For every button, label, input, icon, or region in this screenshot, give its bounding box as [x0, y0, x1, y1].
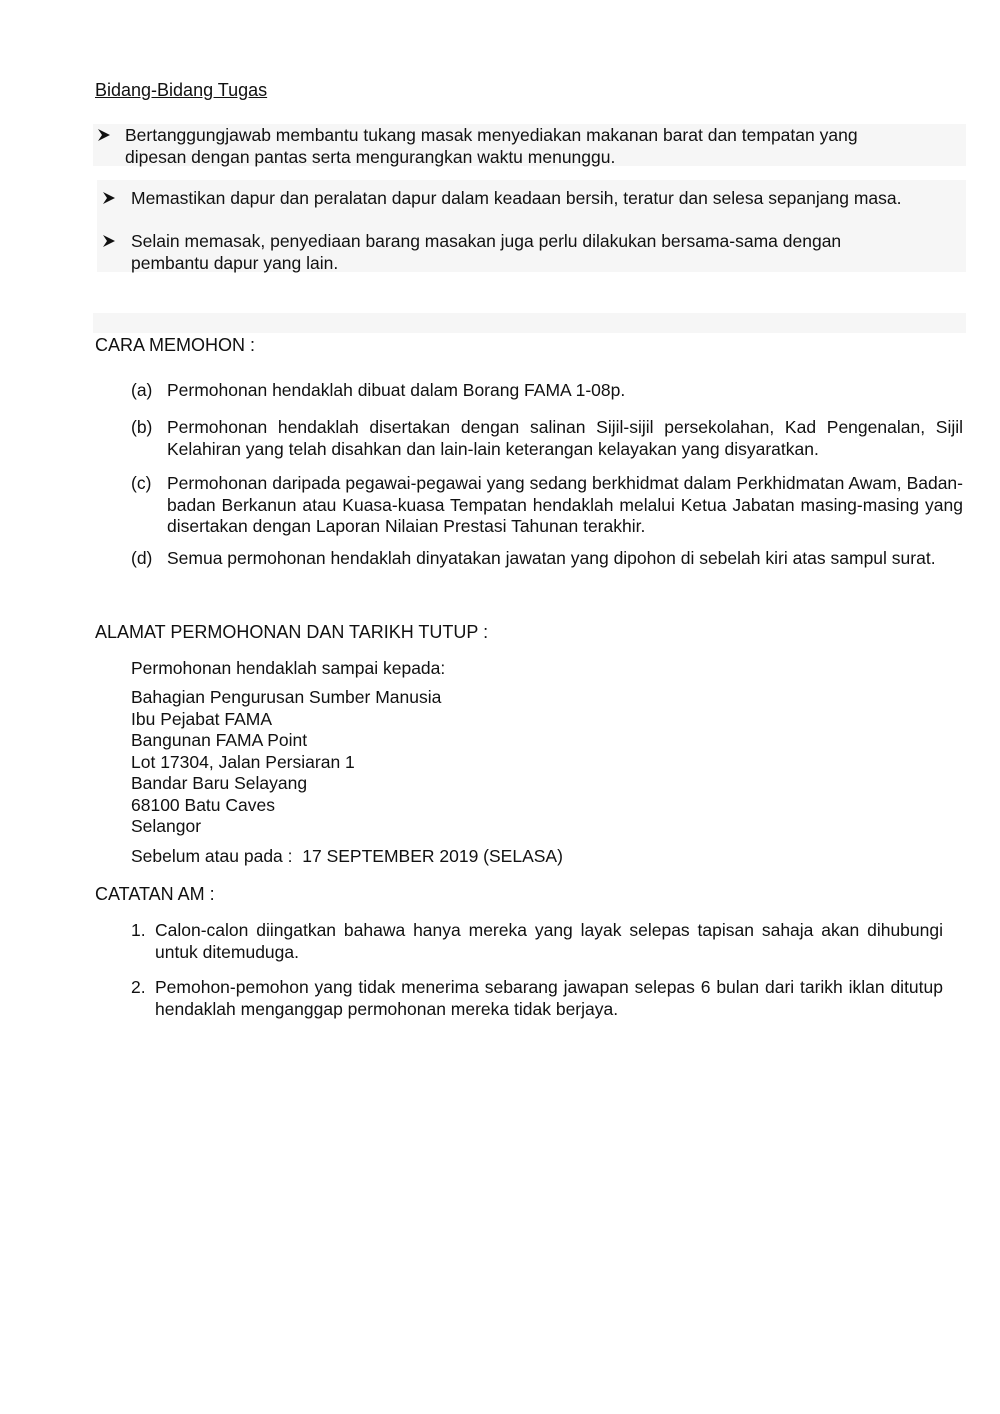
note-item	[131, 977, 943, 1020]
closing-date-value: 17 SEPTEMBER 2019 (SELASA)	[302, 846, 563, 866]
item-text: Semua permohonan hendaklah dinyatakan jawatan yang dipohon di sebelah kiri atas sampul surat.	[167, 548, 936, 568]
arrowhead-bullet-icon	[102, 234, 116, 248]
duty-line: Bertanggungjawab membantu tukang masak menyediakan makanan barat dan tempatan yang	[125, 125, 858, 145]
address-line: Selangor	[131, 816, 202, 836]
shaded-block	[93, 313, 966, 333]
address-heading: ALAMAT PERMOHONAN DAN TARIKH TUTUP :	[95, 622, 489, 642]
item-label: (c)	[131, 473, 152, 493]
note-item	[131, 920, 943, 963]
closing-date-label: Sebelum atau pada :	[131, 846, 293, 866]
address-line: Bandar Baru Selayang	[131, 773, 308, 793]
apply-heading: CARA MEMOHON :	[95, 335, 256, 355]
address-line: Bahagian Pengurusan Sumber Manusia	[131, 687, 442, 707]
item-label: (a)	[131, 380, 153, 400]
address-line: Bangunan FAMA Point	[131, 730, 308, 750]
address-line: Ibu Pejabat FAMA	[131, 708, 273, 729]
apply-item	[131, 548, 963, 570]
duty-line: Selain memasak, penyediaan barang masakan juga perlu dilakukan bersama-sama dengan	[131, 231, 842, 251]
arrowhead-bullet-icon	[102, 191, 116, 205]
apply-item	[131, 380, 963, 402]
apply-item	[131, 473, 963, 538]
item-text: Permohonan hendaklah disertakan dengan salinan Sijil-sijil persekolahan, Kad Pengenalan, Sijil Kelahiran yang telah disahkan dan lain-lain keterangan kelayakan yang disyaratkan.	[167, 417, 963, 459]
address-intro: Permohonan hendaklah sampai kepada:	[131, 658, 446, 678]
item-text: Pemohon-pemohon yang tidak menerima sebarang jawapan selepas 6 bulan dari tarikh iklan ditutup hendaklah menganggap permohonan mereka tidak berjaya.	[155, 977, 943, 1019]
item-text: Calon-calon diingatkan bahawa hanya mereka yang layak selepas tapisan sahaja akan dihubungi untuk ditemuduga.	[155, 920, 943, 962]
item-label: 1.	[131, 920, 146, 940]
arrowhead-bullet-icon	[97, 128, 111, 142]
address-line: 68100 Batu Caves	[131, 794, 275, 815]
duty-line: Memastikan dapur dan peralatan dapur dalam keadaan bersih, teratur dan selesa sepanjang masa.	[131, 188, 902, 208]
item-text: Permohonan hendaklah dibuat dalam Borang FAMA 1-08p.	[167, 380, 626, 400]
notes-heading: CATATAN AM :	[95, 884, 215, 904]
item-text: Permohonan daripada pegawai-pegawai yang sedang berkhidmat dalam Perkhidmatan Awam, Badan-badan Berkanun atau Kuasa-kuasa Tempatan hendaklah melalui Ketua Jabatan masing-masing yang disertakan dengan Laporan Nilaian Prestasi Tahunan terakhir.	[167, 473, 963, 536]
item-label: (b)	[131, 417, 153, 437]
address-block	[131, 687, 441, 838]
apply-item	[131, 417, 963, 460]
address-line: Lot 17304, Jalan Persiaran 1	[131, 751, 355, 772]
closing-date	[131, 846, 563, 868]
duties-heading: Bidang-Bidang Tugas	[95, 80, 268, 100]
duty-line: dipesan dengan pantas serta mengurangkan waktu menunggu.	[125, 147, 616, 167]
duty-line: pembantu dapur yang lain.	[131, 253, 339, 273]
item-label: 2.	[131, 977, 146, 997]
item-label: (d)	[131, 548, 153, 568]
